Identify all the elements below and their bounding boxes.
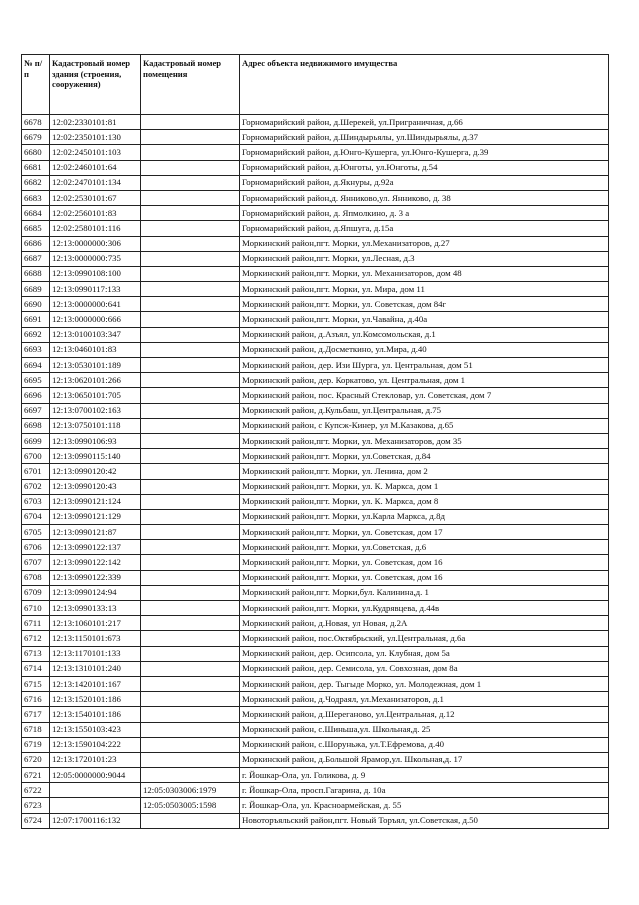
header-premises-cadastral: Кадастровый номер помещения [141, 55, 240, 115]
cell-number: 6699 [22, 433, 50, 448]
table-row [22, 312, 609, 327]
cell-address: Моркинский район,пгт. Морки, ул.Советская, д.84 [240, 449, 609, 464]
cell-address: Моркинский район,пгт. Морки,бул. Калинина,д. 1 [240, 585, 609, 600]
cell-address: Моркинский район, д.Большой Ярамор,ул. Школьная,д. 17 [240, 752, 609, 767]
cell-building-cadastral: 12:02:2350101:130 [50, 130, 141, 145]
cell-premises-cadastral [141, 327, 240, 342]
cell-building-cadastral [50, 783, 141, 798]
cell-building-cadastral: 12:13:0460101:83 [50, 342, 141, 357]
table-row [22, 692, 609, 707]
cell-premises-cadastral [141, 692, 240, 707]
cell-building-cadastral: 12:02:2470101:134 [50, 175, 141, 190]
cell-premises-cadastral [141, 342, 240, 357]
cell-building-cadastral: 12:02:2560101:83 [50, 206, 141, 221]
table-row [22, 479, 609, 494]
table-row [22, 722, 609, 737]
cell-premises-cadastral [141, 585, 240, 600]
cell-address: Новоторъяльский район,пгт. Новый Торъял, ул.Советская, д.50 [240, 813, 609, 828]
cell-building-cadastral: 12:07:1700116:132 [50, 813, 141, 828]
cell-number: 6712 [22, 631, 50, 646]
cell-number: 6701 [22, 464, 50, 479]
cell-premises-cadastral [141, 616, 240, 631]
cell-address: Моркинский район,пгт. Морки, ул. Советская, дом 16 [240, 555, 609, 570]
cell-number: 6680 [22, 145, 50, 160]
table-row [22, 145, 609, 160]
cell-premises-cadastral [141, 479, 240, 494]
cell-premises-cadastral: 12:05:0303006:1979 [141, 783, 240, 798]
cell-number: 6724 [22, 813, 50, 828]
cell-address: Моркинский район, д.Чодраял, ул.Механизаторов, д.1 [240, 692, 609, 707]
table-row [22, 342, 609, 357]
table-row [22, 661, 609, 676]
cell-building-cadastral: 12:13:0650101:705 [50, 388, 141, 403]
table-row [22, 206, 609, 221]
table-row [22, 676, 609, 691]
cell-number: 6700 [22, 449, 50, 464]
header-building-cadastral: Кадастровый номер здания (строения, сооружения) [50, 55, 141, 115]
cell-building-cadastral: 12:13:0990120:42 [50, 464, 141, 479]
cell-building-cadastral: 12:13:1540101:186 [50, 707, 141, 722]
cell-number: 6718 [22, 722, 50, 737]
cell-number: 6711 [22, 616, 50, 631]
cell-premises-cadastral [141, 631, 240, 646]
cell-number: 6703 [22, 494, 50, 509]
cell-address: Моркинский район,пгт. Морки, ул. Мира, дом 11 [240, 282, 609, 297]
table-row [22, 433, 609, 448]
cell-building-cadastral: 12:13:1310101:240 [50, 661, 141, 676]
cell-address: Моркинский район,пгт. Морки, ул. Механизаторов, дом 35 [240, 433, 609, 448]
header-address: Адрес объекта недвижимого имущества [240, 55, 609, 115]
table-row [22, 509, 609, 524]
cell-number: 6692 [22, 327, 50, 342]
cell-address: Моркинский район,пгт. Морки, ул. Механизаторов, дом 48 [240, 266, 609, 281]
cell-address: Моркинский район,пгт. Морки, ул.Механизаторов, д.27 [240, 236, 609, 251]
table-row [22, 115, 609, 130]
table-row [22, 585, 609, 600]
cell-address: Моркинский район, д.Шереганово, ул.Центральная, д.12 [240, 707, 609, 722]
cell-number: 6723 [22, 798, 50, 813]
cell-address: Моркинский район, пос.Октябрьский, ул.Центральная, д.6а [240, 631, 609, 646]
table-row [22, 358, 609, 373]
cell-building-cadastral: 12:13:0990120:43 [50, 479, 141, 494]
cell-premises-cadastral [141, 175, 240, 190]
cell-address: Моркинский район, д.Новая, ул Новая, д.2А [240, 616, 609, 631]
cell-premises-cadastral [141, 297, 240, 312]
cell-address: Моркинский район,пгт. Морки, ул.Кудрявцева, д.44в [240, 601, 609, 616]
cell-building-cadastral: 12:13:0990122:137 [50, 540, 141, 555]
cell-building-cadastral: 12:13:0000000:641 [50, 297, 141, 312]
cell-building-cadastral: 12:13:1150101:673 [50, 631, 141, 646]
cell-premises-cadastral: 12:05:0503005:1598 [141, 798, 240, 813]
cell-number: 6681 [22, 160, 50, 175]
cell-address: Горномарийский район, д.Якнуры, д.92а [240, 175, 609, 190]
table-row [22, 570, 609, 585]
table-row [22, 236, 609, 251]
cell-number: 6693 [22, 342, 50, 357]
cell-premises-cadastral [141, 206, 240, 221]
cell-building-cadastral: 12:13:0990122:142 [50, 555, 141, 570]
cell-premises-cadastral [141, 464, 240, 479]
cell-address: г. Йошкар-Ола, ул. Красноармейская, д. 55 [240, 798, 609, 813]
cell-address: Горномарийский район, д.Япшуга, д.15а [240, 221, 609, 236]
cell-premises-cadastral [141, 540, 240, 555]
cell-premises-cadastral [141, 752, 240, 767]
cell-address: Моркинский район,пгт. Морки, ул.Карла Маркса, д.8д [240, 509, 609, 524]
cell-premises-cadastral [141, 388, 240, 403]
table-row [22, 783, 609, 798]
cell-premises-cadastral [141, 190, 240, 205]
cell-building-cadastral: 12:13:1720101:23 [50, 752, 141, 767]
cell-address: Горномарийский район,д. Янниково,ул. Янниково, д. 38 [240, 190, 609, 205]
table-row [22, 373, 609, 388]
table-row [22, 752, 609, 767]
cell-number: 6685 [22, 221, 50, 236]
cell-number: 6714 [22, 661, 50, 676]
table-row [22, 130, 609, 145]
cell-premises-cadastral [141, 282, 240, 297]
cell-building-cadastral: 12:13:0620101:266 [50, 373, 141, 388]
cell-number: 6710 [22, 601, 50, 616]
table-row [22, 813, 609, 828]
table-row [22, 768, 609, 783]
cell-building-cadastral: 12:13:1420101:167 [50, 676, 141, 691]
cell-address: Моркинский район, с Купсж-Кинер, ул М.Казакова, д.65 [240, 418, 609, 433]
cell-address: Моркинский район,пгт. Морки, ул. К. Маркса, дом 8 [240, 494, 609, 509]
table-row [22, 798, 609, 813]
cell-premises-cadastral [141, 676, 240, 691]
cell-building-cadastral: 12:05:0000000:9044 [50, 768, 141, 783]
cell-premises-cadastral [141, 130, 240, 145]
cell-number: 6707 [22, 555, 50, 570]
cell-premises-cadastral [141, 403, 240, 418]
cell-building-cadastral: 12:13:0990122:339 [50, 570, 141, 585]
cell-address: Моркинский район, д.Азъял, ул.Комсомольская, д.1 [240, 327, 609, 342]
cell-number: 6697 [22, 403, 50, 418]
cell-address: Горномарийский район, д.Шерекей, ул.Приграничная, д.66 [240, 115, 609, 130]
cell-number: 6722 [22, 783, 50, 798]
table-row [22, 616, 609, 631]
cell-number: 6691 [22, 312, 50, 327]
table-row [22, 266, 609, 281]
cell-address: Моркинский район,пгт. Морки, ул. Советская, дом 16 [240, 570, 609, 585]
cell-building-cadastral: 12:13:1520101:186 [50, 692, 141, 707]
cell-premises-cadastral [141, 115, 240, 130]
cell-building-cadastral: 12:13:0000000:735 [50, 251, 141, 266]
cell-premises-cadastral [141, 221, 240, 236]
cell-number: 6716 [22, 692, 50, 707]
table-row [22, 449, 609, 464]
cell-building-cadastral: 12:02:2450101:103 [50, 145, 141, 160]
cell-building-cadastral: 12:13:0990133:13 [50, 601, 141, 616]
cell-building-cadastral: 12:13:0750101:118 [50, 418, 141, 433]
cell-address: Моркинский район, пос. Красный Стекловар, ул. Советская, дом 7 [240, 388, 609, 403]
cell-number: 6696 [22, 388, 50, 403]
cell-address: Моркинский район,пгт. Морки, ул. Ленина, дом 2 [240, 464, 609, 479]
cell-building-cadastral: 12:02:2460101:64 [50, 160, 141, 175]
cell-premises-cadastral [141, 236, 240, 251]
property-register-table [21, 54, 609, 829]
cell-number: 6702 [22, 479, 50, 494]
table-row [22, 175, 609, 190]
cell-building-cadastral: 12:13:1170101:133 [50, 646, 141, 661]
table-row [22, 403, 609, 418]
table-row [22, 388, 609, 403]
table-row [22, 646, 609, 661]
cell-premises-cadastral [141, 160, 240, 175]
cell-building-cadastral: 12:13:0990121:87 [50, 525, 141, 540]
cell-address: Горномарийский район, д.Юнготы, ул.Юнготы, д.54 [240, 160, 609, 175]
table-row [22, 190, 609, 205]
cell-number: 6694 [22, 358, 50, 373]
table-row [22, 631, 609, 646]
cell-building-cadastral: 12:13:0990115:140 [50, 449, 141, 464]
table-row [22, 221, 609, 236]
table-row [22, 418, 609, 433]
cell-number: 6698 [22, 418, 50, 433]
cell-number: 6706 [22, 540, 50, 555]
cell-number: 6709 [22, 585, 50, 600]
cell-premises-cadastral [141, 661, 240, 676]
table-row [22, 464, 609, 479]
table-row [22, 494, 609, 509]
table-row [22, 297, 609, 312]
cell-number: 6688 [22, 266, 50, 281]
cell-building-cadastral: 12:13:1550103:423 [50, 722, 141, 737]
cell-building-cadastral: 12:02:2330101:81 [50, 115, 141, 130]
cell-number: 6713 [22, 646, 50, 661]
cell-address: Моркинский район, дер. Тыгыде Морко, ул. Молодежная, дом 1 [240, 676, 609, 691]
cell-building-cadastral: 12:13:0700102:163 [50, 403, 141, 418]
cell-number: 6687 [22, 251, 50, 266]
cell-premises-cadastral [141, 312, 240, 327]
cell-address: Моркинский район,пгт. Морки, ул.Советская, д.6 [240, 540, 609, 555]
cell-number: 6705 [22, 525, 50, 540]
table-body [22, 115, 609, 829]
header-number: № п/п [22, 55, 50, 115]
cell-number: 6717 [22, 707, 50, 722]
cell-number: 6690 [22, 297, 50, 312]
cell-premises-cadastral [141, 555, 240, 570]
cell-premises-cadastral [141, 768, 240, 783]
cell-address: Моркинский район, дер. Коркатово, ул. Центральная, дом 1 [240, 373, 609, 388]
table-row [22, 540, 609, 555]
cell-address: Моркинский район, с.Шиньша,ул. Школьная,д. 25 [240, 722, 609, 737]
cell-address: Горномарийский район, д. Япмолкино, д. 3 а [240, 206, 609, 221]
cell-premises-cadastral [141, 251, 240, 266]
cell-number: 6704 [22, 509, 50, 524]
cell-address: г. Йошкар-Ола, просп.Гагарина, д. 10а [240, 783, 609, 798]
table-header-row [22, 55, 609, 115]
cell-premises-cadastral [141, 449, 240, 464]
cell-number: 6686 [22, 236, 50, 251]
cell-premises-cadastral [141, 494, 240, 509]
cell-number: 6695 [22, 373, 50, 388]
table-row [22, 282, 609, 297]
table-row [22, 707, 609, 722]
cell-building-cadastral: 12:13:1060101:217 [50, 616, 141, 631]
cell-number: 6708 [22, 570, 50, 585]
cell-premises-cadastral [141, 646, 240, 661]
cell-number: 6684 [22, 206, 50, 221]
cell-number: 6679 [22, 130, 50, 145]
cell-number: 6721 [22, 768, 50, 783]
cell-number: 6678 [22, 115, 50, 130]
cell-premises-cadastral [141, 509, 240, 524]
table-row [22, 525, 609, 540]
table-row [22, 251, 609, 266]
cell-address: Моркинский район, дер. Осипсола, ул. Клубная, дом 5а [240, 646, 609, 661]
table-row [22, 327, 609, 342]
cell-address: Моркинский район,пгт. Морки, ул.Чавайна, д.40а [240, 312, 609, 327]
table-row [22, 601, 609, 616]
cell-address: г. Йошкар-Ола, ул. Голикова, д. 9 [240, 768, 609, 783]
cell-building-cadastral: 12:13:0990117:133 [50, 282, 141, 297]
cell-building-cadastral: 12:13:0530101:189 [50, 358, 141, 373]
cell-address: Моркинский район,пгт. Морки, ул. К. Маркса, дом 1 [240, 479, 609, 494]
cell-premises-cadastral [141, 145, 240, 160]
cell-premises-cadastral [141, 373, 240, 388]
cell-address: Моркинский район, дер. Семисола, ул. Совхозная, дом 8а [240, 661, 609, 676]
cell-number: 6689 [22, 282, 50, 297]
cell-building-cadastral: 12:13:0990121:129 [50, 509, 141, 524]
cell-premises-cadastral [141, 433, 240, 448]
cell-address: Моркинский район, с.Шоруньжа, ул.Т.Ефремова, д.40 [240, 737, 609, 752]
table-row [22, 555, 609, 570]
cell-number: 6682 [22, 175, 50, 190]
cell-premises-cadastral [141, 525, 240, 540]
cell-premises-cadastral [141, 570, 240, 585]
cell-premises-cadastral [141, 722, 240, 737]
cell-address: Моркинский район, дер. Изи Шурга, ул. Центральная, дом 51 [240, 358, 609, 373]
cell-premises-cadastral [141, 813, 240, 828]
cell-address: Моркинский район, д.Досметкино, ул.Мира, д.40 [240, 342, 609, 357]
cell-address: Моркинский район,пгт. Морки, ул.Лесная, д.3 [240, 251, 609, 266]
cell-premises-cadastral [141, 707, 240, 722]
cell-number: 6720 [22, 752, 50, 767]
cell-premises-cadastral [141, 358, 240, 373]
cell-address: Моркинский район,пгт. Морки, ул. Советская, дом 84г [240, 297, 609, 312]
cell-building-cadastral: 12:02:2580101:116 [50, 221, 141, 236]
cell-number: 6719 [22, 737, 50, 752]
cell-building-cadastral: 12:13:0990121:124 [50, 494, 141, 509]
cell-building-cadastral: 12:13:0000000:666 [50, 312, 141, 327]
cell-address: Горномарийский район, д.Шиндырьялы, ул.Шиндырьялы, д.37 [240, 130, 609, 145]
cell-building-cadastral: 12:02:2530101:67 [50, 190, 141, 205]
cell-building-cadastral: 12:13:0990124:94 [50, 585, 141, 600]
cell-premises-cadastral [141, 418, 240, 433]
cell-number: 6683 [22, 190, 50, 205]
cell-premises-cadastral [141, 266, 240, 281]
cell-building-cadastral: 12:13:0990108:100 [50, 266, 141, 281]
cell-building-cadastral: 12:13:0000000:306 [50, 236, 141, 251]
table-row [22, 160, 609, 175]
cell-address: Горномарийский район, д.Юнго-Кушерга, ул.Юнго-Кушерга, д.39 [240, 145, 609, 160]
cell-premises-cadastral [141, 601, 240, 616]
cell-building-cadastral: 12:13:1590104:222 [50, 737, 141, 752]
cell-address: Моркинский район, д.Кульбаш, ул.Центральная, д.75 [240, 403, 609, 418]
cell-premises-cadastral [141, 737, 240, 752]
table-row [22, 737, 609, 752]
cell-address: Моркинский район,пгт. Морки, ул. Советская, дом 17 [240, 525, 609, 540]
cell-building-cadastral: 12:13:0990106:93 [50, 433, 141, 448]
cell-building-cadastral [50, 798, 141, 813]
cell-building-cadastral: 12:13:0100103:347 [50, 327, 141, 342]
cell-number: 6715 [22, 676, 50, 691]
